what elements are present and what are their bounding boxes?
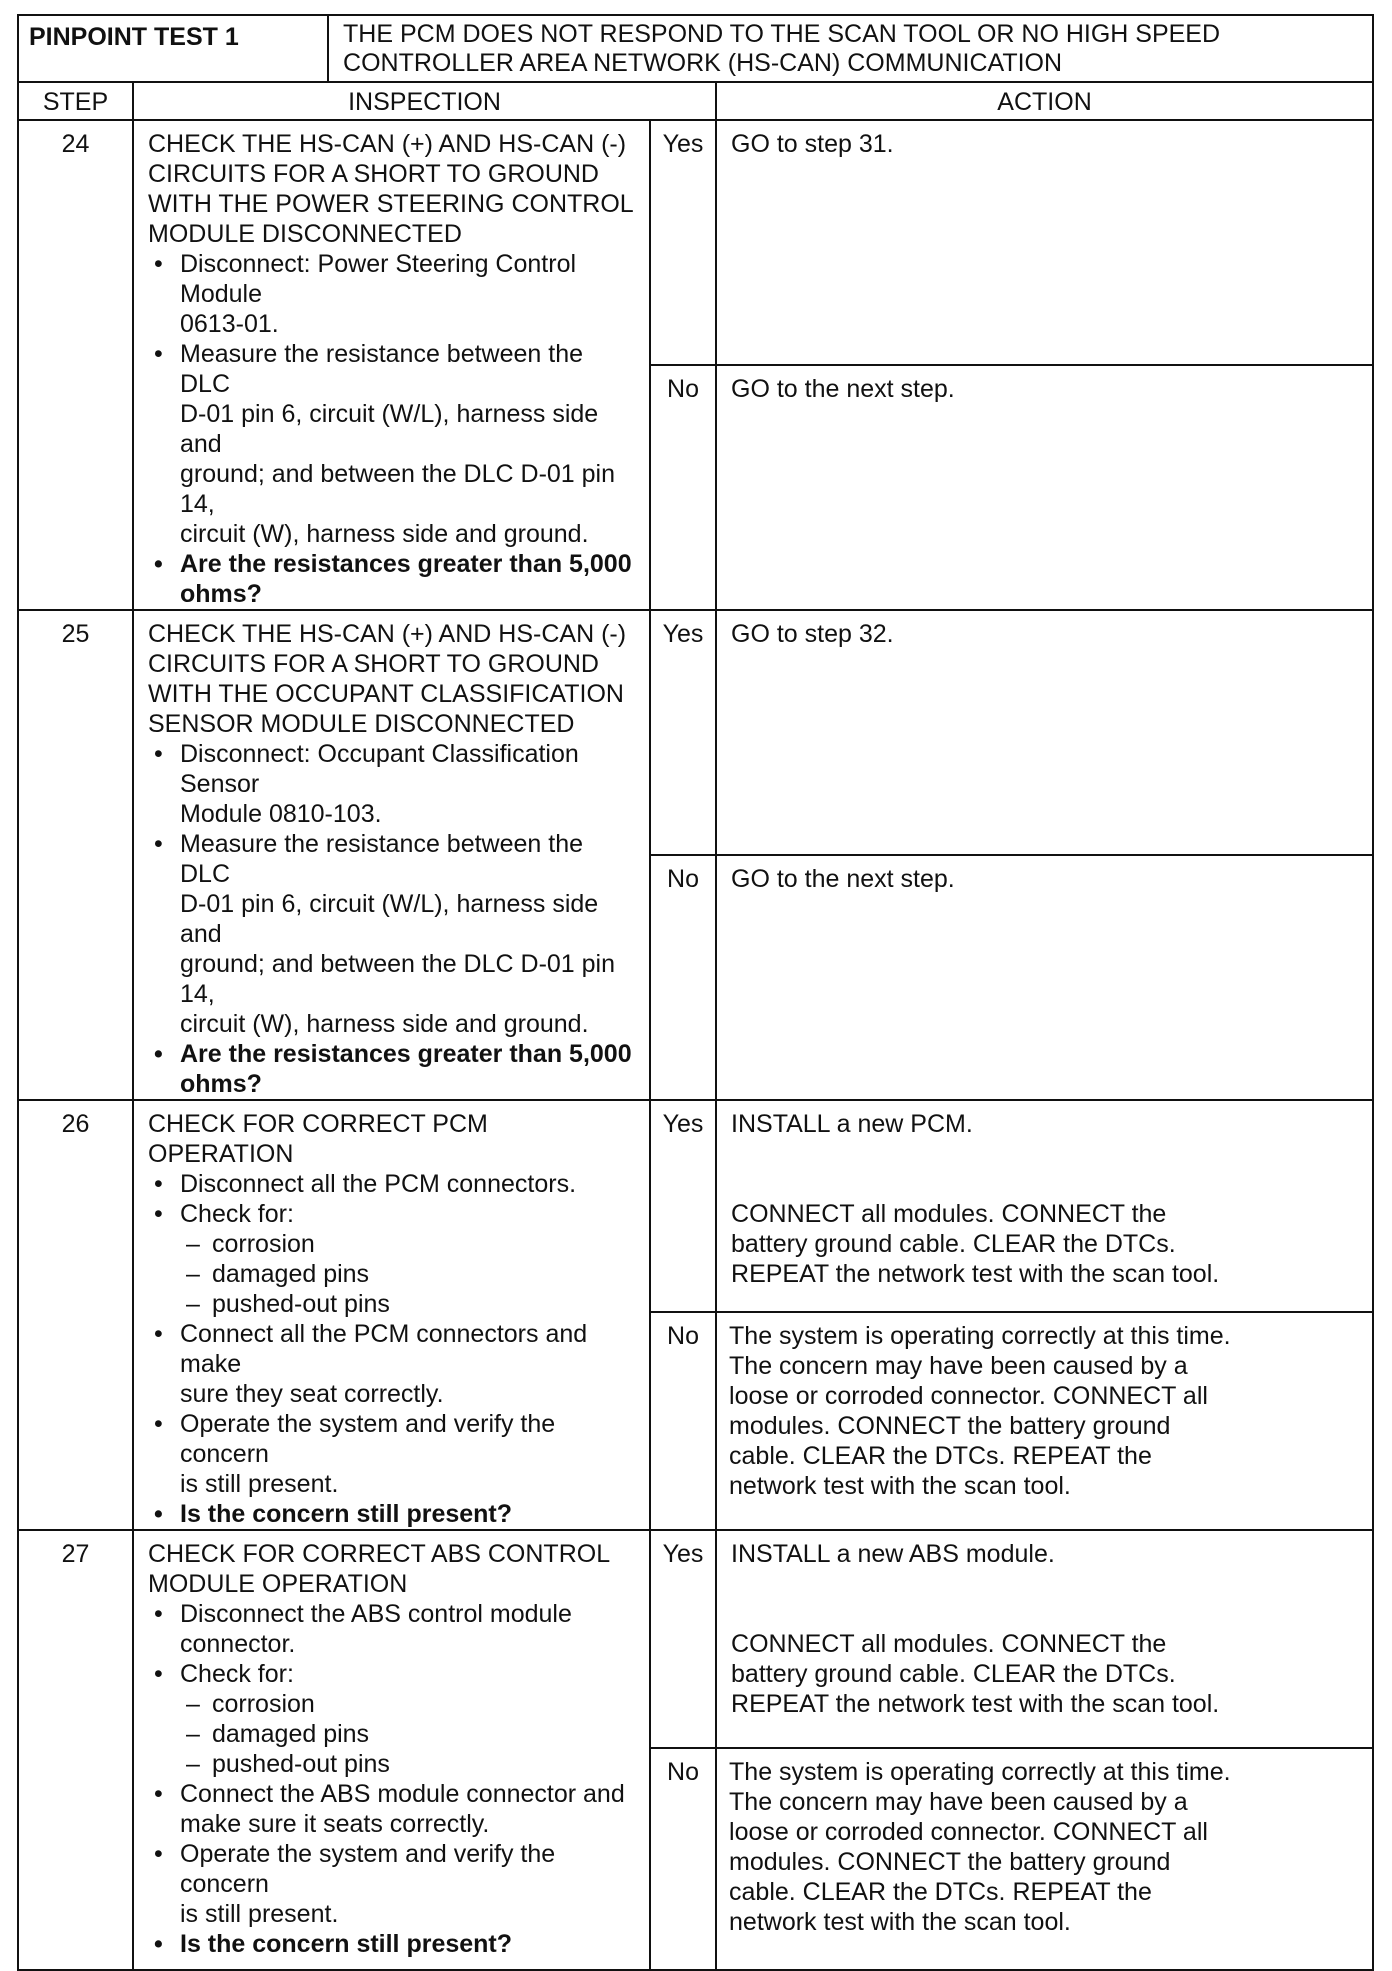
check-item: – corrosion [180, 1229, 637, 1259]
title-line: THE PCM DOES NOT RESPOND TO THE SCAN TOOL OR NO HIGH SPEED [343, 20, 1221, 48]
yes-action: INSTALL a new PCM. CONNECT all modules. CONNECT the battery ground cable. CLEAR the DTCs. REPEAT the network test with the scan tool. [716, 1100, 1373, 1312]
step-title-line: CHECK THE HS-CAN (+) AND HS-CAN (-) [148, 130, 627, 158]
no-label: No [650, 1748, 716, 1970]
yes-label: Yes [650, 1530, 716, 1748]
inspection-bullet: • Measure the resistance between the DLC D-01 pin 6, circuit (W/L), harness side and ground; and between the DLC D-01 pin 14, circuit (W), harness side and ground. [148, 829, 637, 1039]
step-24-yes-row [18, 120, 1373, 365]
check-item: – pushed-out pins [180, 1289, 637, 1319]
yes-label: Yes [650, 610, 716, 855]
inspection-question: • Are the resistances greater than 5,000 ohms? [148, 1039, 637, 1099]
title-row [18, 15, 1373, 82]
yes-action: INSTALL a new ABS module. CONNECT all modules. CONNECT the battery ground cable. CLEAR the DTCs. REPEAT the network test with the scan tool. [716, 1530, 1373, 1748]
inspection-bullet: • Disconnect the ABS control module connector. [148, 1599, 637, 1659]
inspection-bullet: • Connect the ABS module connector and make sure it seats correctly. [148, 1779, 637, 1839]
no-action: GO to the next step. [716, 855, 1373, 1100]
inspection-question: • Is the concern still present? [148, 1929, 637, 1959]
step-number: 24 [18, 120, 133, 610]
inspection-bullet: • Connect all the PCM connectors and make sure they seat correctly. [148, 1319, 637, 1409]
step-number: 26 [18, 1100, 133, 1530]
step-title-line: WITH THE POWER STEERING CONTROL [148, 190, 634, 218]
step-title-line: SENSOR MODULE DISCONNECTED [148, 710, 575, 738]
check-item: – pushed-out pins [180, 1749, 637, 1779]
inspection-bullet: • Disconnect: Occupant Classification Sensor Module 0810-103. [148, 739, 637, 829]
inspection-bullet: • Check for: – corrosion – damaged pins – pushed-out pins [148, 1199, 637, 1319]
step-title-line: CIRCUITS FOR A SHORT TO GROUND [148, 650, 599, 678]
check-item: – damaged pins [180, 1719, 637, 1749]
step-title-line: MODULE DISCONNECTED [148, 220, 462, 248]
step-26-inspection [133, 1100, 650, 1530]
check-item: – damaged pins [180, 1259, 637, 1289]
inspection-bullet: • Disconnect: Power Steering Control Module 0613-01. [148, 249, 637, 339]
step-title-line: CHECK FOR CORRECT PCM OPERATION [148, 1110, 488, 1168]
step-title-line: MODULE OPERATION [148, 1570, 408, 1598]
column-header-row [18, 82, 1373, 120]
no-action: The system is operating correctly at this time. The concern may have been caused by a loose or corroded connector. CONNECT all modules. CONNECT the battery ground cable. CLEAR the DTCs. REPEAT the network test with the scan tool. [716, 1748, 1373, 1970]
yes-action: GO to step 31. [716, 120, 1373, 365]
inspection-bullet: • Operate the system and verify the concern is still present. [148, 1839, 637, 1929]
no-action: GO to the next step. [716, 365, 1373, 610]
pinpoint-test-table [17, 14, 1374, 1971]
step-column-header: STEP [18, 82, 133, 120]
step-27-inspection [133, 1530, 650, 1970]
check-item: – corrosion [180, 1689, 637, 1719]
inspection-column-header: INSPECTION [133, 82, 716, 120]
step-title-line: WITH THE OCCUPANT CLASSIFICATION [148, 680, 624, 708]
action-column-header: ACTION [716, 82, 1373, 120]
inspection-bullet: • Operate the system and verify the concern is still present. [148, 1409, 637, 1499]
step-title-line: CIRCUITS FOR A SHORT TO GROUND [148, 160, 599, 188]
step-title-line: CHECK FOR CORRECT ABS CONTROL [148, 1540, 611, 1568]
no-action: The system is operating correctly at this time. The concern may have been caused by a loose or corroded connector. CONNECT all modules. CONNECT the battery ground cable. CLEAR the DTCs. REPEAT the network test with the scan tool. [716, 1312, 1373, 1530]
inspection-bullet: • Disconnect all the PCM connectors. [148, 1169, 637, 1199]
no-label: No [650, 855, 716, 1100]
inspection-question: • Is the concern still present? [148, 1499, 637, 1529]
yes-label: Yes [650, 1100, 716, 1312]
step-24-inspection [133, 120, 650, 610]
inspection-bullet: • Measure the resistance between the DLC D-01 pin 6, circuit (W/L), harness side and ground; and between the DLC D-01 pin 14, circuit (W), harness side and ground. [148, 339, 637, 549]
pinpoint-test-title [328, 15, 1373, 82]
step-26-yes-row [18, 1100, 1373, 1312]
step-27-yes-row [18, 1530, 1373, 1748]
step-number: 25 [18, 610, 133, 1100]
inspection-question: • Are the resistances greater than 5,000 ohms? [148, 549, 637, 609]
pinpoint-test-label: PINPOINT TEST 1 [18, 15, 328, 82]
step-25-inspection [133, 610, 650, 1100]
no-label: No [650, 365, 716, 610]
step-number: 27 [18, 1530, 133, 1970]
step-25-yes-row [18, 610, 1373, 855]
step-title-line: CHECK THE HS-CAN (+) AND HS-CAN (-) [148, 620, 627, 648]
yes-action: GO to step 32. [716, 610, 1373, 855]
title-line: CONTROLLER AREA NETWORK (HS-CAN) COMMUNICATION [343, 49, 1063, 77]
inspection-bullet: • Check for: – corrosion – damaged pins – pushed-out pins [148, 1659, 637, 1779]
yes-label: Yes [650, 120, 716, 365]
no-label: No [650, 1312, 716, 1530]
pinpoint-test-sheet [17, 14, 1372, 1958]
